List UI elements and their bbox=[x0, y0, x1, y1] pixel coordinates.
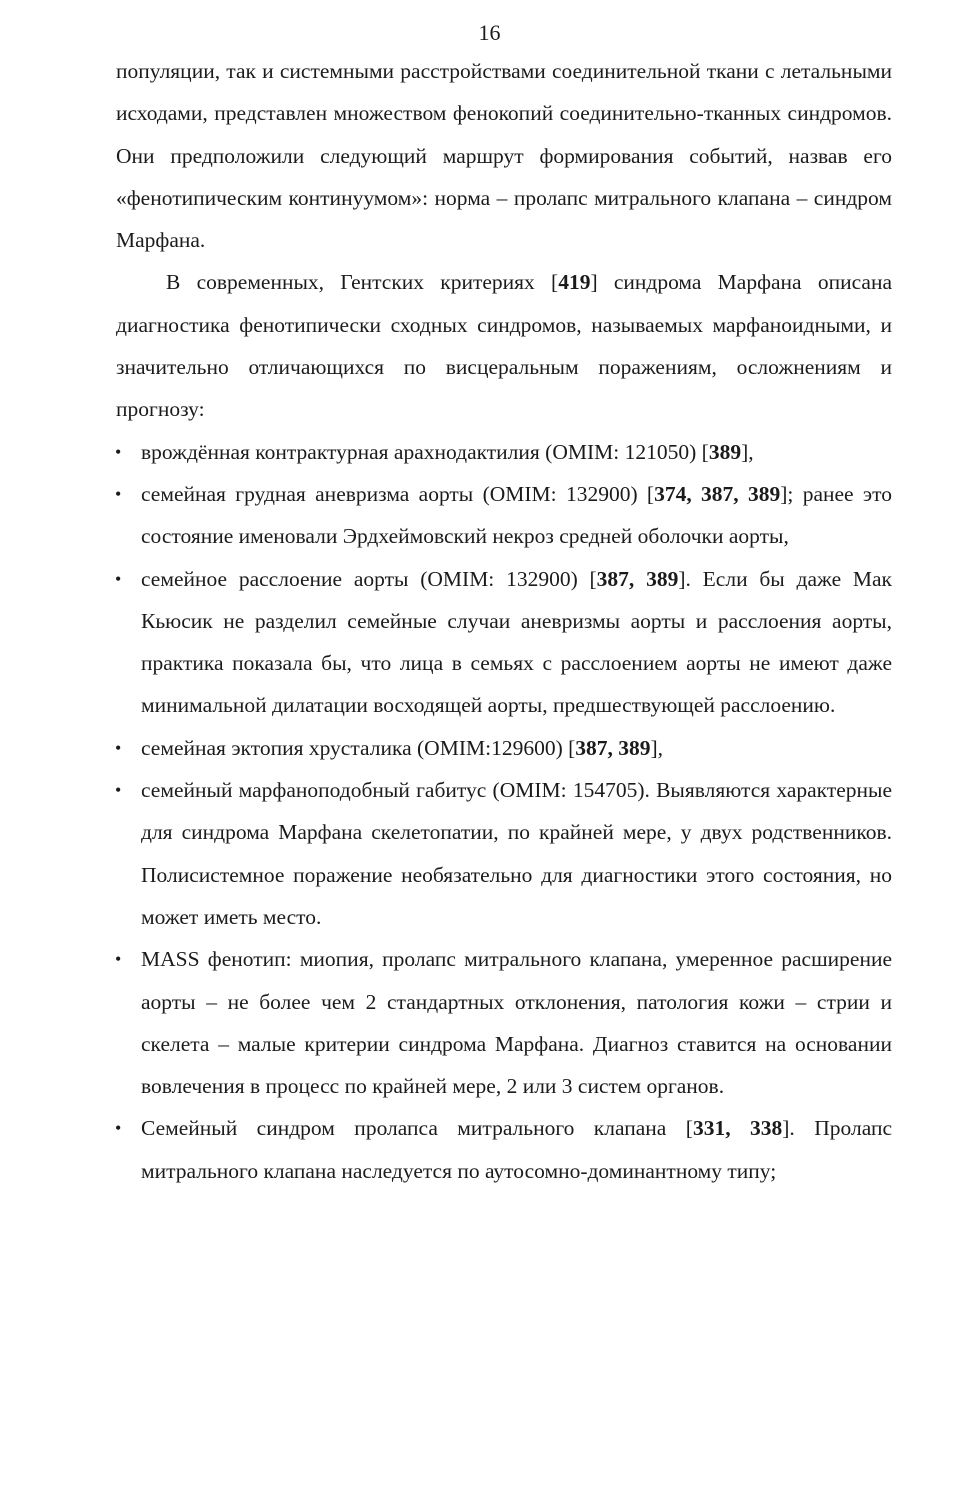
list-item: • Семейный синдром пролапса митрального клапана [331, 338]. Пролапс митрального клапана наследуется по аутосомно-доминантному типу; bbox=[116, 1107, 892, 1192]
document-body bbox=[116, 50, 892, 1192]
citation: 387, 389 bbox=[575, 735, 651, 760]
citation: 374, 387, 389 bbox=[654, 481, 781, 506]
paragraph: В современных, Гентских критериях [419] синдрома Марфана описана диагностика фенотипически сходных синдромов, называемых марфаноидными, и значительно отличающихся по висцеральным поражениям, осложнениям и прогнозу: bbox=[116, 270, 892, 422]
list-item: • врождённая контрактурная арахнодактилия (OMIM: 121050) [389], bbox=[116, 431, 892, 473]
list-item: • семейная грудная аневризма аорты (OMIM: 132900) [374, 387, 389]; ранее это состояние именовали Эрдхеймовский некроз средней оболочки аорты, bbox=[116, 473, 892, 558]
list-item: • семейная эктопия хрусталика (OMIM:129600) [387, 389], bbox=[116, 727, 892, 769]
citation: 331, 338 bbox=[692, 1116, 783, 1141]
citation: 387, 389 bbox=[596, 566, 679, 591]
list-item: • MASS фенотип: миопия, пролапс митрального клапана, умеренное расширение аорты – не более чем 2 стандартных отклонения, патология кожи – стрии и скелета – малые критерии синдрома Марфана. Диагноз ставится на основании вовлечения в процесс по крайней мере, 2 или 3 систем органов. bbox=[116, 938, 892, 1107]
paragraph: популяции, так и системными расстройствами соединительной ткани с летальными исходами, представлен множеством фенокопий соединительно-тканных синдромов. Они предположили следующий маршрут формирования событий, назвав его «фенотипическим континуумом»: норма – пролапс митрального клапана – синдром Марфана. bbox=[116, 59, 892, 253]
list-item: • семейное расслоение аорты (OMIM: 132900) [387, 389]. Если бы даже Мак Кьюсик не разделил семейные случаи аневризмы аорты и расслоения аорты, практика показала бы, что лица в семьях с расслоением аорты не имеют даже минимальной дилатации восходящей аорты, предшествующей расслоению. bbox=[116, 558, 892, 727]
page-number: 16 bbox=[478, 20, 501, 45]
list-item: • семейный марфаноподобный габитус (OMIM: 154705). Выявляются характерные для синдрома Марфана скелетопатии, по крайней мере, у двух родственников. Полисистемное поражение необязательно для диагностики этого состояния, но может иметь место. bbox=[116, 769, 892, 938]
citation: 419 bbox=[558, 270, 591, 295]
citation: 389 bbox=[708, 439, 742, 464]
bullet-list bbox=[116, 431, 892, 1192]
